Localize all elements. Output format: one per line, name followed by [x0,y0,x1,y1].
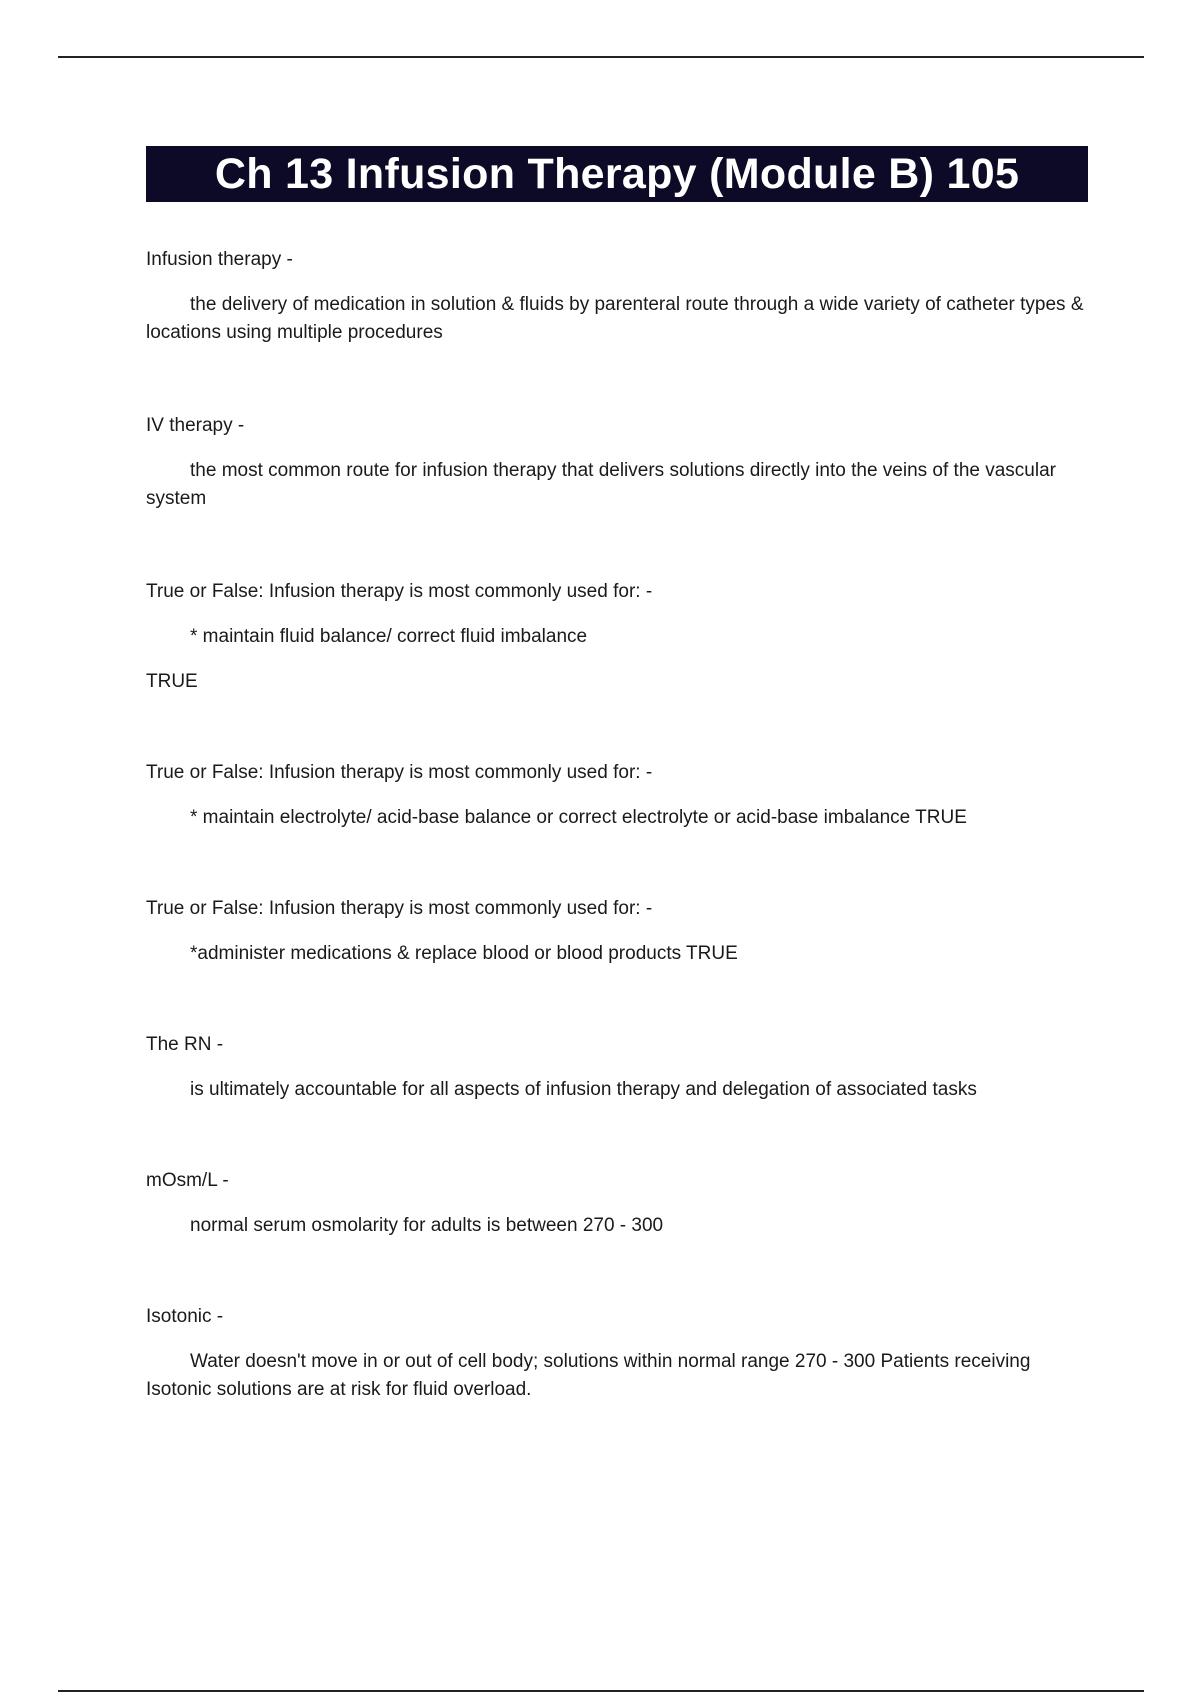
flashcard-medications [146,895,1086,968]
card-definition: Water doesn't move in or out of cell body; solutions within normal range 270 - 300 Patients receiving Isotonic solutions are at risk for fluid overload. [146,1351,1031,1400]
card-answer: TRUE [146,671,198,692]
card-term: Isotonic - [146,1306,224,1327]
flashcard-isotonic [146,1303,1086,1404]
card-definition: *administer medications & replace blood or blood products TRUE [190,943,738,964]
card-term: True or False: Infusion therapy is most commonly used for: - [146,762,653,783]
card-term: Infusion therapy - [146,249,293,270]
flashcard-mosm-l [146,1167,1086,1240]
card-term: The RN - [146,1034,224,1055]
document-title: Ch 13 Infusion Therapy (Module B) 105 [214,149,1020,198]
card-term: mOsm/L - [146,1170,229,1191]
top-rule [58,56,1144,58]
flashcard-infusion-therapy [146,246,1086,347]
flashcard-fluid-balance [146,578,1086,696]
card-definition: * maintain fluid balance/ correct fluid imbalance [190,626,588,647]
flashcard-electrolyte-balance [146,759,1086,832]
card-definition: * maintain electrolyte/ acid-base balance or correct electrolyte or acid-base imbalance TRUE [190,807,967,828]
card-term: True or False: Infusion therapy is most commonly used for: - [146,581,653,602]
flashcard-the-rn [146,1031,1086,1104]
card-definition: is ultimately accountable for all aspects of infusion therapy and delegation of associated tasks [190,1079,977,1100]
card-definition: the most common route for infusion therapy that delivers solutions directly into the veins of the vascular system [146,460,1056,509]
card-definition: normal serum osmolarity for adults is between 270 - 300 [190,1215,664,1236]
flashcard-iv-therapy [146,412,1086,513]
title-banner [146,146,1088,202]
card-definition: the delivery of medication in solution & fluids by parenteral route through a wide variety of catheter types & locations using multiple procedures [146,294,1084,343]
card-term: True or False: Infusion therapy is most commonly used for: - [146,898,653,919]
card-term: IV therapy - [146,415,245,436]
bottom-rule [58,1690,1144,1692]
